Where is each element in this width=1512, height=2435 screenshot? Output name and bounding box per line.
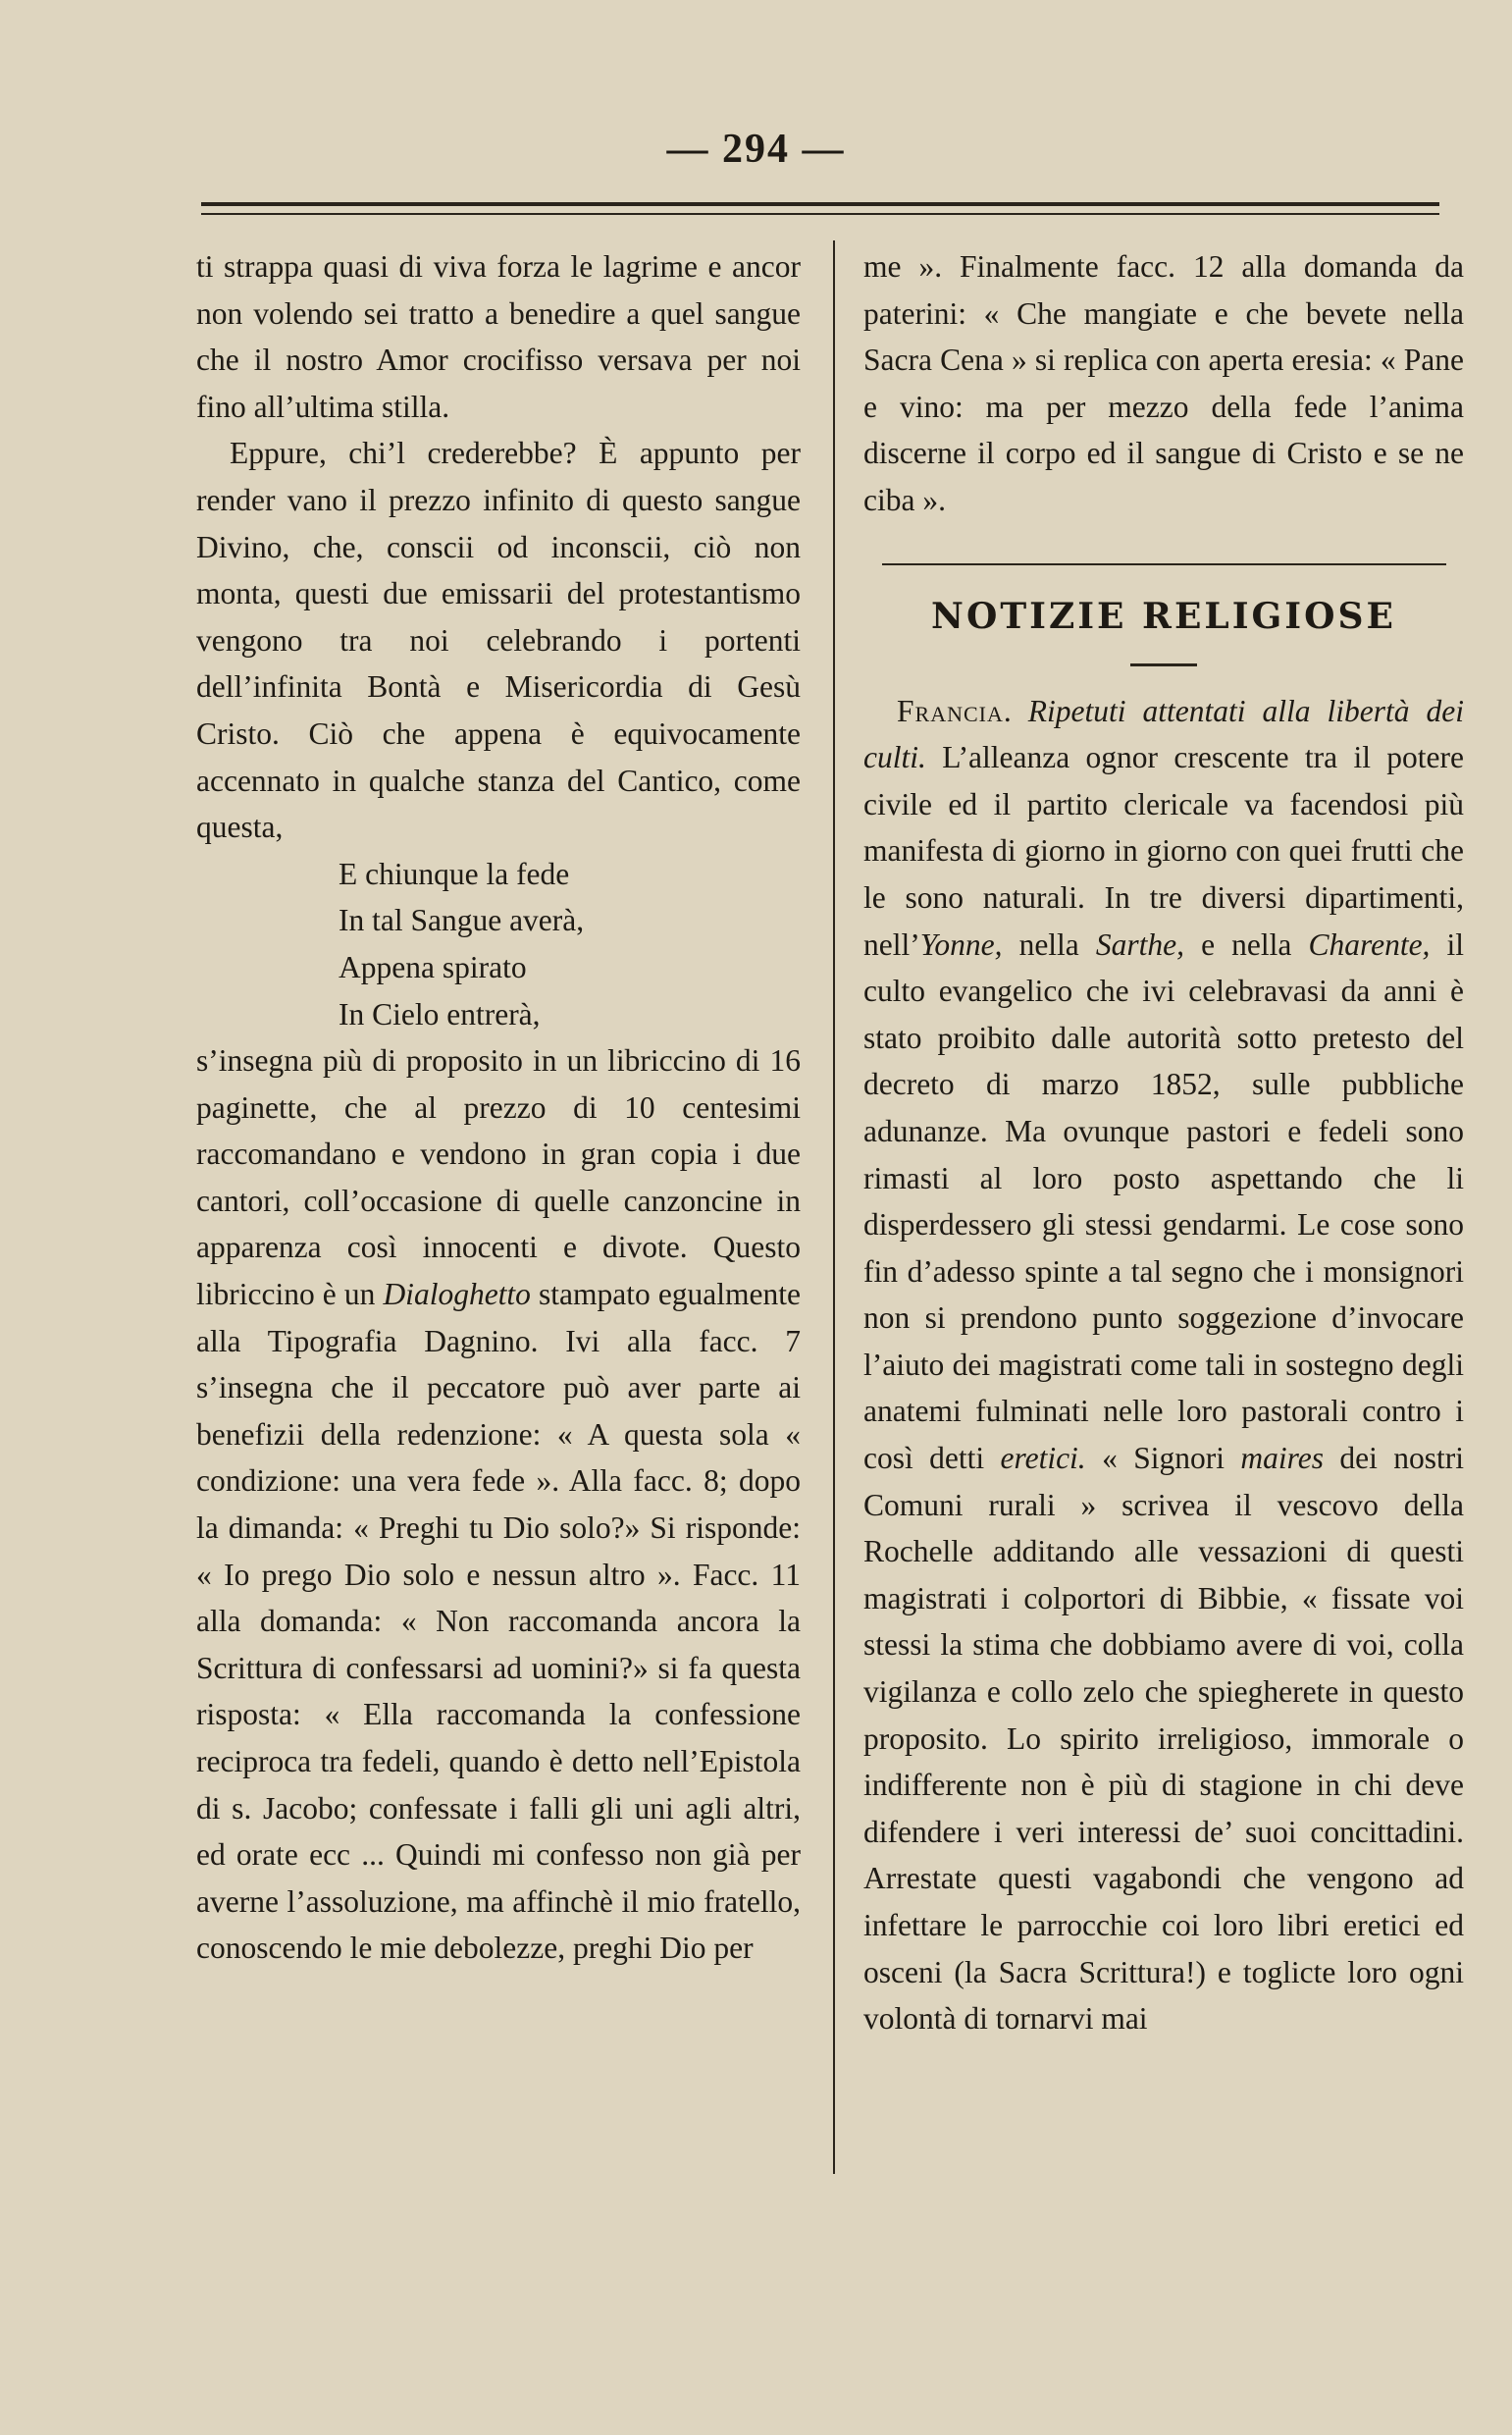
paragraph-3-text-b: stampato egualmente alla Tipografia Dagnino. Ivi alla facc. 7 s’insegna che il peccatore può aver parte ai benefizii della redenzione: « A questa sola « condizione: una vera fede ». Alla facc. 8; dopo la dimanda: « Preghi tu Dio solo?» Si risponde: « Io prego Dio solo e nessun altro ». Facc. 11 alla domanda: « Non raccomanda ancora la Scrittura di confessarsi ad uomini?» si fa questa risposta: « Ella raccomanda la confessione reciproca tra fedeli, quando è detto nell’Epistola di s. Jacobo; confessate i falli gli uni agli altri, ed orate ecc ... Quindi mi confesso non già per averne l’assoluzione, ma affinchè il mio fratello, conoscendo le mie debolezze, preghi Dio per bbox=[196, 1277, 801, 1966]
news-text-4: il culto evangelico che ivi celebravasi da anni è stato proibito dalle autorità sotto pretesto del decreto di marzo 1852, sulle pubbliche adunanze. Ma ovunque pastori e fedeli sono rimasti al loro posto aspettando che li disperdessero gli stessi gendarmi. Le cose sono fin d’adesso spinte a tal segno che i monsignori non si prendono punto soggezione d’invocare l’aiuto dei magistrati come tali in sostegno degli anatemi fulminati nelle loro pastorali contro i così detti bbox=[863, 926, 1465, 1476]
news-headline: Ripetuti attentati alla libertà dei culti. bbox=[863, 693, 1465, 775]
news-item-francia: Francia. Ripetuti attentati alla libertà dei culti. L’alleanza ognor crescente tra il potere civile ed il partito clericale va facendosi più manifesta di giorno in giorno con quei frutti che le sono naturali. In tre diversi dipartimenti, nell’Yonne, nella Sarthe, e nella Charente, il culto evangelico che ivi celebravasi da anni è stato proibito dalle autorità sotto pretesto del decreto di marzo 1852, sulle pubbliche adunanze. Ma ovunque pastori e fedeli sono rimasti al loro posto aspettando che li disperdessero gli stessi gendarmi. Le cose sono fin d’adesso spinte a tal segno che i monsignori non si prendono punto soggezione d’invocare l’aiuto dei magistrati come tali in sostegno degli anatemi fulminati nelle loro pastorali contro i così detti eretici. « Signori maires dei nostri Comuni rurali » scrivea il vescovo della Rochelle additando alle vessazioni di questi magistrati i colportori di Bibbie, « fissate voi stessi la stima che dobbiamo avere di voi, colla vigilanza e collo zelo che spiegherete in questo proposito. Lo spirito irreligioso, immorale o indifferente non è più di stagione in chi deve difendere i veri interessi de’ suoi concittadini. Arrestate questi vagabondi che vengono ad infettare le parrocchie coi loro libri eretici ed osceni (la Sacra Scrittura!) e toglicte loro ogni volontà di tornarvi mai bbox=[863, 693, 1465, 2037]
news-text-5: « Signori bbox=[1102, 1441, 1225, 1476]
news-text-2: nella bbox=[1018, 926, 1079, 962]
left-column bbox=[196, 243, 801, 1972]
verse-line-1: E chiunque la fede bbox=[339, 856, 570, 891]
paragraph-2: Eppure, chi’l crederebbe? È appunto per render vano il prezzo infinito di questo sangue Divino, che, conscii od inconscii, ciò non monta, questi due emissarii del protestantismo vengono tra noi celebrando i portenti dell’infinita Bontà e Misericordia di Gesù Cristo. Ciò che appena è equivocamente accennato in qualche stanza del Cantico, come questa, bbox=[196, 436, 801, 845]
news-text-6: dei nostri Comuni rurali » scrivea il vescovo della Rochelle additando alle vessazioni di questi magistrati i colportori di Bibbie, « fissate voi stessi la stima che dobbiamo avere di voi, colla vigilanza e collo zelo che spiegherete in questo proposito. Lo spirito irreligioso, immorale o indifferente non è più di stagione in chi deve difendere i veri interessi de’ suoi concittadini. Arrestate questi vagabondi che vengono ad infettare le parrocchie coi loro libri eretici ed osceni (la Sacra Scrittura!) e toglicte loro ogni volontà di tornarvi mai bbox=[863, 1441, 1464, 2037]
section-rule bbox=[882, 563, 1446, 565]
news-place-sarthe: Sarthe, bbox=[1095, 926, 1184, 962]
news-place-yonne: Yonne, bbox=[919, 926, 1003, 962]
page-number: — 294 — bbox=[666, 127, 846, 172]
news-maires: maires bbox=[1240, 1441, 1324, 1476]
paragraph-1: ti strappa quasi di viva forza le lagrime e ancor non volendo sei tratto a benedire a quel sangue che il nostro Amor crocifisso versava per noi fino all’ultima stilla. bbox=[196, 249, 801, 424]
news-text-1: L’alleanza ognor crescente tra il potere civile ed il partito clericale va facendosi più manifesta di giorno in giorno con quei frutti che le sono naturali. In tre diversi dipartimenti, nell’ bbox=[863, 740, 1464, 962]
right-column bbox=[863, 243, 1464, 2042]
verse-line-4: In Cielo entrerà, bbox=[339, 996, 541, 1032]
title-underline bbox=[1130, 663, 1197, 666]
news-place-charente: Charente, bbox=[1308, 926, 1431, 962]
column-divider bbox=[833, 240, 835, 2174]
paragraph-3 bbox=[196, 1037, 801, 1972]
header-rule bbox=[201, 202, 1439, 215]
news-text-3: e nella bbox=[1201, 926, 1292, 962]
dialoghetto-title: Dialoghetto bbox=[383, 1277, 531, 1312]
verse-line-3: Appena spirato bbox=[339, 949, 527, 984]
news-eretici: eretici. bbox=[1000, 1441, 1086, 1476]
news-country: Francia bbox=[897, 693, 1004, 728]
verse-line-2: In tal Sangue averà, bbox=[339, 903, 585, 938]
section-title: NOTIZIE RELIGIOSE bbox=[931, 595, 1396, 637]
paragraph-3-text-a: s’insegna più di proposito in un libriccino di 16 paginette, che al prezzo di 10 centesimi raccomandano e vendono in gran copia i due cantori, coll’occasione di quelle canzoncine in apparenza così innocenti e divote. Questo libriccino è un bbox=[196, 1043, 801, 1312]
paragraph-continuation: me ». Finalmente facc. 12 alla domanda da paterini: « Che mangiate e che bevete nella Sacra Cena » si replica con aperta eresia: « Pane e vino: ma per mezzo della fede l’anima discerne il corpo ed il sangue di Cristo e se ne ciba ». bbox=[863, 249, 1464, 517]
